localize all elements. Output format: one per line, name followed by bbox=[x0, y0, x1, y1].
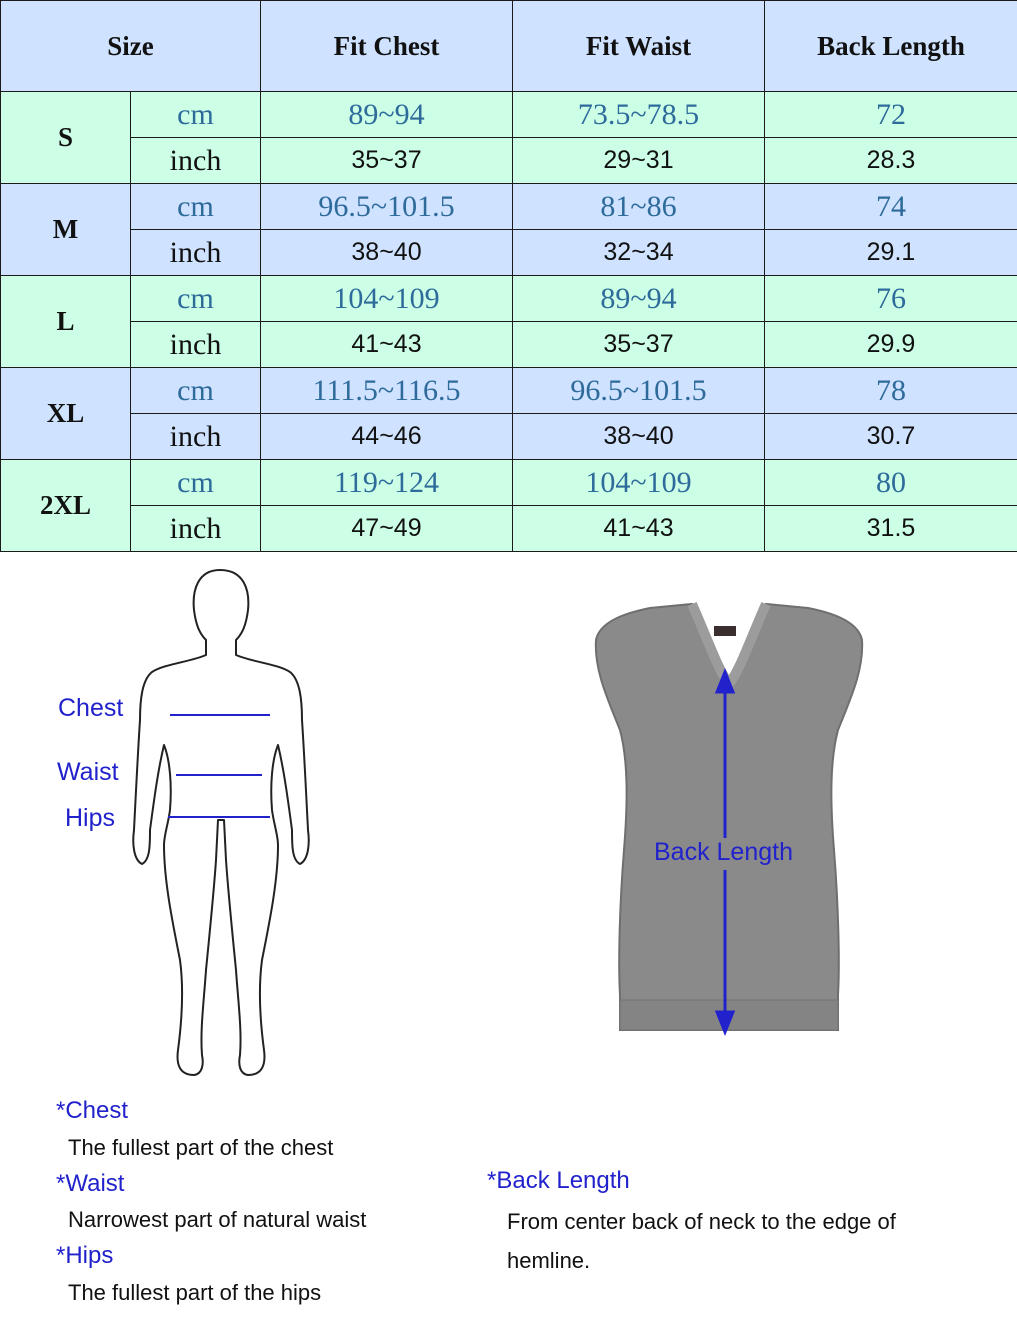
waist-cm: 73.5~78.5 bbox=[513, 92, 765, 138]
table-row bbox=[1, 506, 1017, 552]
chest-inch: 47~49 bbox=[261, 506, 513, 552]
waist-inch: 32~34 bbox=[513, 230, 765, 276]
chest-note-title: *Chest bbox=[56, 1097, 129, 1124]
waist-note-title: *Waist bbox=[56, 1170, 125, 1197]
waist-cm: 81~86 bbox=[513, 184, 765, 230]
chest-cm: 111.5~116.5 bbox=[261, 368, 513, 414]
table-row bbox=[1, 92, 1017, 138]
size-label-s: S bbox=[1, 92, 131, 184]
back-cm: 72 bbox=[765, 92, 1017, 138]
unit-inch: inch bbox=[131, 138, 261, 184]
unit-inch: inch bbox=[131, 506, 261, 552]
back-length-label: Back Length bbox=[654, 838, 793, 866]
chest-inch: 38~40 bbox=[261, 230, 513, 276]
waist-cm: 89~94 bbox=[513, 276, 765, 322]
table-row bbox=[1, 276, 1017, 322]
unit-cm: cm bbox=[131, 92, 261, 138]
waist-inch: 29~31 bbox=[513, 138, 765, 184]
table-row bbox=[1, 138, 1017, 184]
unit-inch: inch bbox=[131, 414, 261, 460]
table-row bbox=[1, 414, 1017, 460]
back-inch: 28.3 bbox=[765, 138, 1017, 184]
waist-inch: 38~40 bbox=[513, 414, 765, 460]
chest-label: Chest bbox=[58, 694, 124, 722]
chest-note-text: The fullest part of the chest bbox=[68, 1135, 334, 1160]
unit-cm: cm bbox=[131, 460, 261, 506]
header-size: Size bbox=[1, 1, 261, 92]
chest-cm: 119~124 bbox=[261, 460, 513, 506]
unit-inch: inch bbox=[131, 322, 261, 368]
header-back-length: Back Length bbox=[765, 1, 1017, 92]
hips-label: Hips bbox=[65, 804, 116, 832]
back-cm: 74 bbox=[765, 184, 1017, 230]
back-cm: 78 bbox=[765, 368, 1017, 414]
back-cm: 76 bbox=[765, 276, 1017, 322]
size-label-2xl: 2XL bbox=[1, 460, 131, 552]
chest-inch: 35~37 bbox=[261, 138, 513, 184]
back-length-note-text-1: From center back of neck to the edge of bbox=[507, 1209, 896, 1234]
size-label-m: M bbox=[1, 184, 131, 276]
hips-note-title: *Hips bbox=[56, 1242, 114, 1269]
size-label-xl: XL bbox=[1, 368, 131, 460]
waist-inch: 41~43 bbox=[513, 506, 765, 552]
waist-inch: 35~37 bbox=[513, 322, 765, 368]
waist-note-text: Narrowest part of natural waist bbox=[68, 1207, 367, 1232]
body-outline-figure bbox=[120, 560, 330, 1090]
back-inch: 31.5 bbox=[765, 506, 1017, 552]
table-row bbox=[1, 322, 1017, 368]
unit-cm: cm bbox=[131, 184, 261, 230]
header-fit-chest: Fit Chest bbox=[261, 1, 513, 92]
size-chart-table bbox=[0, 0, 1017, 552]
unit-inch: inch bbox=[131, 230, 261, 276]
chest-cm: 89~94 bbox=[261, 92, 513, 138]
unit-cm: cm bbox=[131, 276, 261, 322]
back-length-note-title: *Back Length bbox=[487, 1167, 630, 1194]
waist-cm: 96.5~101.5 bbox=[513, 368, 765, 414]
waist-cm: 104~109 bbox=[513, 460, 765, 506]
hips-note-text: The fullest part of the hips bbox=[68, 1280, 322, 1305]
back-inch: 30.7 bbox=[765, 414, 1017, 460]
back-cm: 80 bbox=[765, 460, 1017, 506]
back-inch: 29.9 bbox=[765, 322, 1017, 368]
chest-inch: 41~43 bbox=[261, 322, 513, 368]
back-length-note-text-2: hemline. bbox=[507, 1248, 591, 1273]
size-label-l: L bbox=[1, 276, 131, 368]
chest-cm: 96.5~101.5 bbox=[261, 184, 513, 230]
table-row bbox=[1, 460, 1017, 506]
unit-cm: cm bbox=[131, 368, 261, 414]
table-row bbox=[1, 368, 1017, 414]
table-row bbox=[1, 230, 1017, 276]
waist-label: Waist bbox=[57, 758, 119, 786]
chest-cm: 104~109 bbox=[261, 276, 513, 322]
chest-inch: 44~46 bbox=[261, 414, 513, 460]
table-row bbox=[1, 184, 1017, 230]
header-fit-waist: Fit Waist bbox=[513, 1, 765, 92]
vest-figure bbox=[590, 600, 870, 1040]
table-header-row bbox=[1, 1, 1017, 92]
back-inch: 29.1 bbox=[765, 230, 1017, 276]
